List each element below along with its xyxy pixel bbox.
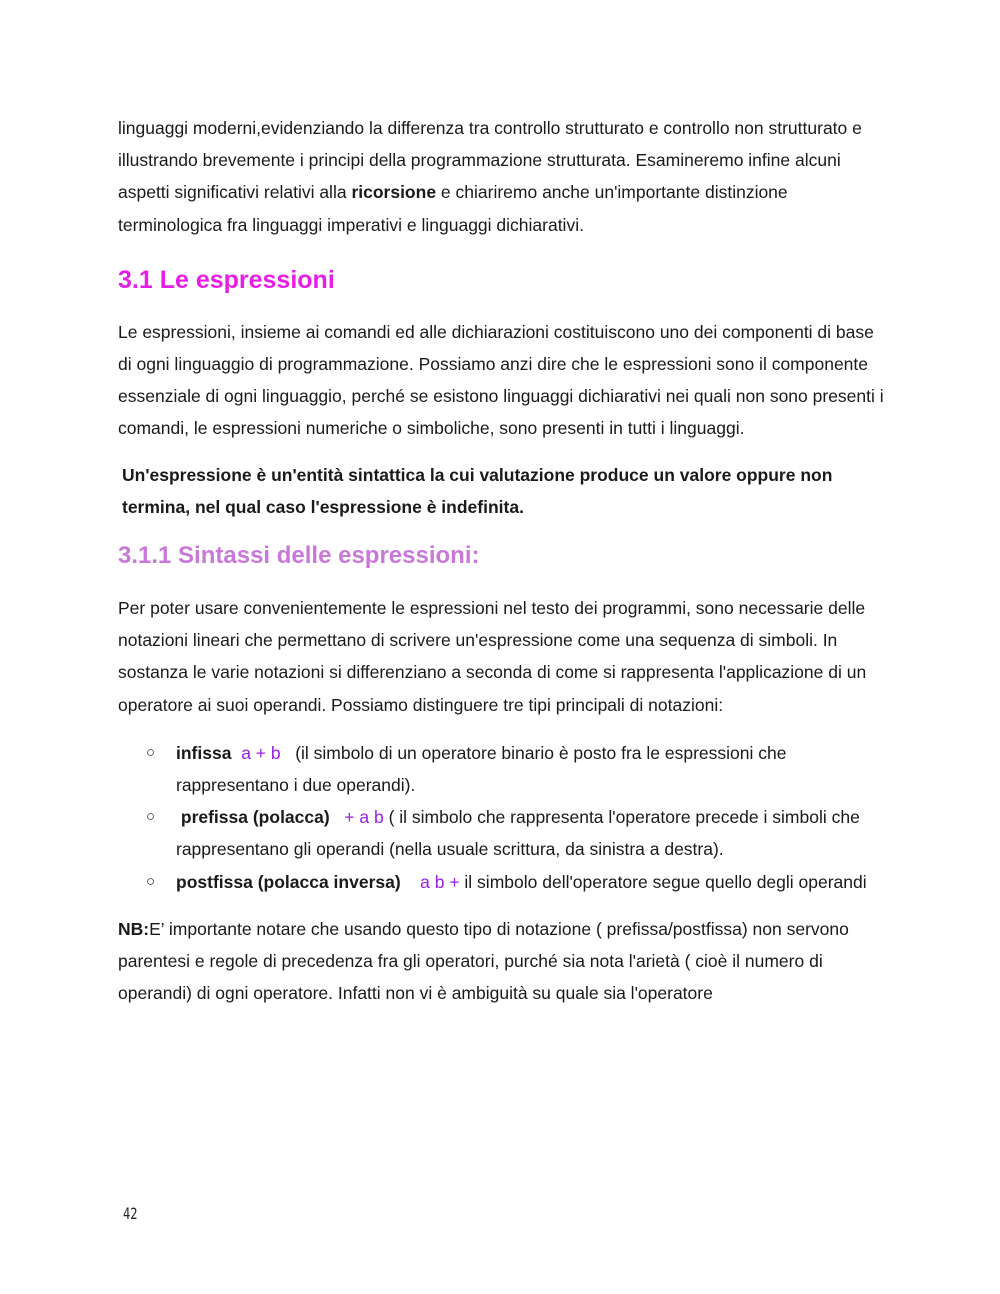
notation-term: postfissa (polacca inversa) xyxy=(176,871,401,892)
nb-paragraph xyxy=(118,913,886,1010)
notation-term: infissa xyxy=(176,742,232,763)
subsection-heading: 3.1.1 Sintassi delle espressioni: xyxy=(118,542,480,570)
intro-text: linguaggi moderni,evidenziando la differenza tra controllo strutturato e controllo non strutturato e illustrando brevemente i principi della programmazione strutturata. Esamineremo infine alcuni aspetti significativi relativi alla xyxy=(118,118,862,203)
list-item xyxy=(118,866,886,898)
page-content xyxy=(118,112,886,1009)
notation-example: a b + xyxy=(420,871,460,892)
nb-text: E’ importante notare che usando questo tipo di notazione ( prefissa/postfissa) non servono parentesi e regole di precedenza fra gli operatori, purché sia nota l'arietà ( cioè il numero di operandi) di ogni operatore. Infatti non vi è ambiguità su quale sia l'operatore xyxy=(118,918,849,1004)
subsection-paragraph: Per poter usare convenientemente le espressioni nel testo dei programmi, sono necessarie delle notazioni lineari che permettano di scrivere un'espressione come una sequenza di simboli. In sostanza le varie notazioni si differenziano a seconda di come si rappresenta l'applicazione di un operatore ai suoi operandi. Possiamo distinguere tre tipi principali di notazioni: xyxy=(118,598,867,715)
notation-description: (il simbolo di un operatore binario è posto fra le espressioni che rappresentano i due operandi). xyxy=(176,742,787,796)
intro-text-end: e chiariremo anche un'importante distinzione terminologica fra linguaggi imperativi e linguaggi dichiarativi. xyxy=(118,182,788,235)
notation-description: il simbolo dell'operatore segue quello degli operandi xyxy=(464,871,867,892)
bullet-icon: ○ xyxy=(146,743,156,761)
section-paragraph: Le espressioni, insieme ai comandi ed alle dichiarazioni costituiscono uno dei componenti di base di ogni linguaggio di programmazione. Possiamo anzi dire che le espressioni sono il componente essenziale di ogni linguaggio, perché se esistono linguaggi dichiarativi nei quali non sono presenti i comandi, le espressioni numeriche o simboliche, sono presenti in tutti i linguaggi. xyxy=(118,321,884,439)
nb-label: NB: xyxy=(118,918,150,939)
page-number: 42 xyxy=(123,1204,138,1223)
bullet-icon: ○ xyxy=(146,872,156,890)
notation-example: a + b xyxy=(241,742,281,763)
notation-example: + a b xyxy=(344,807,384,828)
bullet-icon: ○ xyxy=(146,808,156,826)
definition-paragraph: Un'espressione è un'entità sintattica la cui valutazione produce un valore oppure non termina, nel qual caso l'espressione è indefinita. xyxy=(122,464,833,517)
notation-term: prefissa (polacca) xyxy=(180,807,330,828)
intro-bold-term: ricorsione xyxy=(351,182,437,203)
list-item xyxy=(118,737,886,801)
list-item xyxy=(118,801,886,865)
notation-description: ( il simbolo che rappresenta l'operatore precede i simboli che rappresentano gli operandi (nella usuale scrittura, da sinistra a destra). xyxy=(176,807,860,860)
section-heading: 3.1 Le espressioni xyxy=(118,265,335,294)
notation-list xyxy=(118,737,886,898)
intro-paragraph xyxy=(118,112,886,241)
